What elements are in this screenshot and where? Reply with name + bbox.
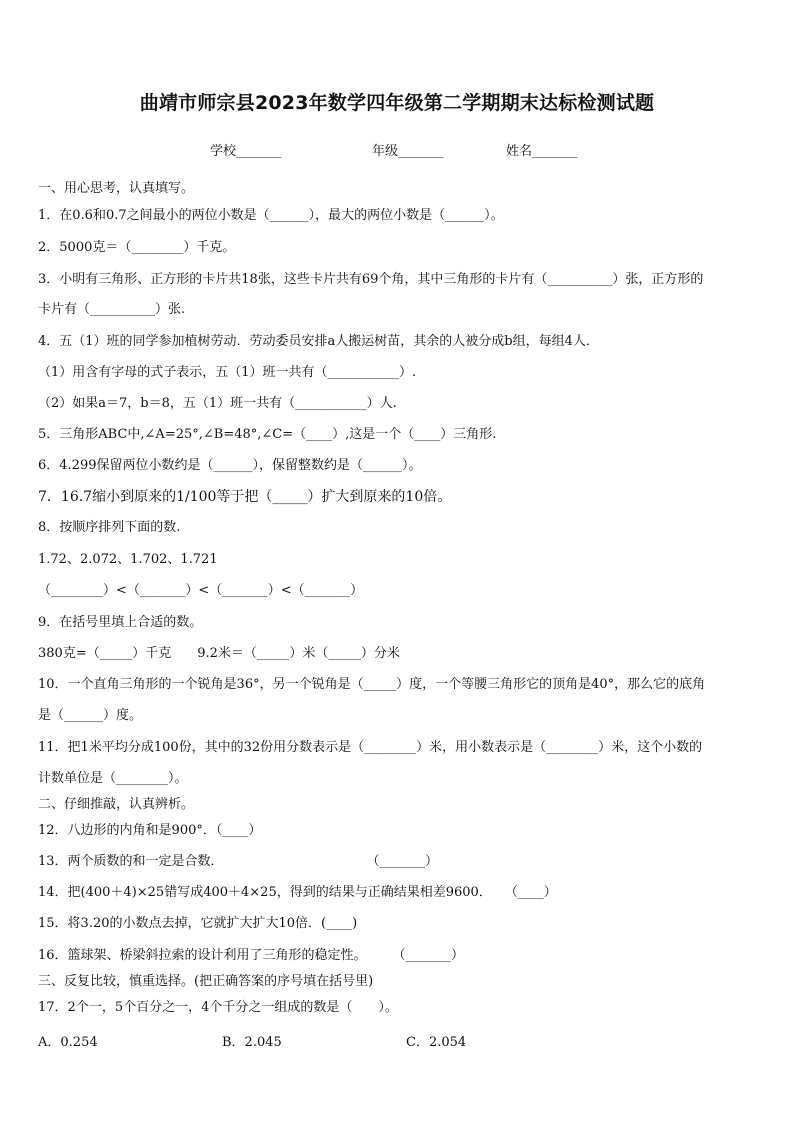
school-field: 学校_______ [210,144,282,159]
page-title: 曲靖市师宗县2023年数学四年级第二学期期末达标检测试题 [139,92,655,114]
question-9-blanks: 380克=（_____）千克 9.2米＝（_____）米（_____）分米 [38,646,400,661]
question-10-cont: 是（______）度。 [38,708,143,723]
question-6: 6．4.299保留两位小数约是（______），保留整数约是（______）。 [38,458,422,473]
question-13: 13．两个质数的和一定是合数． （_______） [38,854,439,869]
question-12: 12．八边形的内角和是900°．（____） [38,823,262,838]
section-2-heading: 二、仔细推敲，认真辨析。 [38,797,195,812]
name-field: 姓名_______ [506,144,578,159]
question-2: 2．5000克＝（________）千克。 [38,240,236,255]
question-3: 3．小明有三角形、正方形的卡片共18张，这些卡片共有69个角，其中三角形的卡片有（__________）张，正方形的 [38,272,704,287]
question-14: 14．把(400＋4)×25错写成400＋4×25，得到的结果与正确结果相差9600． （____） [38,885,557,900]
question-17: 17．2个一，5个百分之一，4个千分之一组成的数是（ ）。 [38,1000,398,1015]
question-15: 15．将3.20的小数点去掉，它就扩大扩大10倍．(____) [38,916,358,931]
question-1: 1．在0.6和0.7之间最小的两位小数是（______），最大的两位小数是（______）。 [38,208,504,223]
question-11: 11．把1米平均分成100份，其中的32份用分数表示是（________）米，用小数表示是（________）米，这个小数的 [38,740,703,755]
question-3-cont: 卡片有（__________）张. [38,302,186,317]
question-5: 5．三角形ABC中,∠A=25°,∠B=48°,∠C=（____）,这是一个（____）三角形. [38,427,497,442]
question-8-numbers: 1.72、2.072、1.702、1.721 [38,552,218,567]
question-8: 8．按顺序排列下面的数. [38,520,181,535]
option-b: B．2.045 [222,1035,282,1050]
grade-field: 年级_______ [372,144,444,159]
option-a: A．0.254 [38,1035,98,1050]
question-9: 9．在括号里填上合适的数。 [38,615,203,630]
section-3-heading: 三、反复比较，慎重选择。(把正确答案的序号填在括号里) [38,974,374,989]
question-11-cont: 计数单位是（________）。 [38,771,188,786]
option-c: C．2.054 [406,1035,467,1050]
question-4-part-2: （2）如果a＝7，b＝8，五（1）班一共有（___________）人. [38,396,397,411]
question-4: 4．五（1）班的同学参加植树劳动．劳动委员安排a人搬运树苗，其余的人被分成b组，每组4人． [38,334,599,349]
question-8-blanks: （________）<（_______）<（_______）<（_______） [38,583,364,598]
question-4-part-1: （1）用含有字母的式子表示，五（1）班一共有（___________）. [38,365,417,380]
section-1-heading: 一、用心思考，认真填写。 [38,181,195,196]
question-7: 7．16.7缩小到原来的1/100等于把（_____）扩大到原来的10倍。 [38,489,452,505]
question-10: 10．一个直角三角形的一个锐角是36°，另一个锐角是（_____）度，一个等腰三角形它的顶角是40°，那么它的底角 [38,677,706,692]
question-16: 16．篮球架、桥梁斜拉索的设计利用了三角形的稳定性。 （_______） [38,948,465,963]
